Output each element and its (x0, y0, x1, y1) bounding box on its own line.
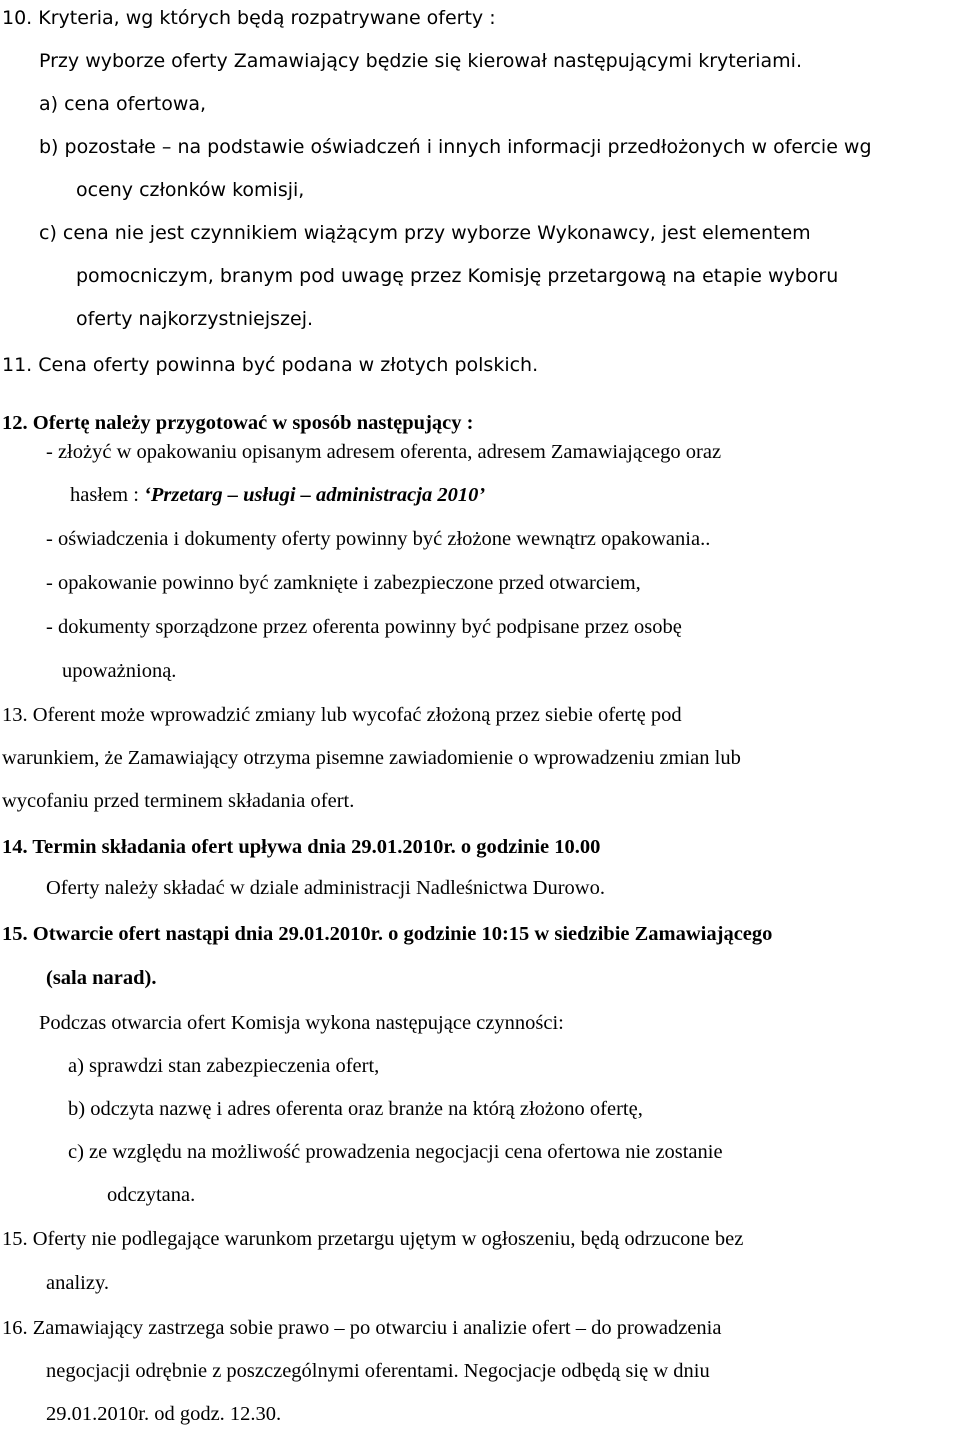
section-10-heading: 10. Kryteria, wg których będą rozpatrywane oferty : (2, 7, 496, 29)
section-12-line4: - opakowanie powinno być zamknięte i zabezpieczone przed otwarciem, (46, 572, 641, 594)
section-15-heading-line1: 15. Otwarcie ofert nastąpi dnia 29.01.2010r. o godzinie 10:15 w siedzibie Zamawiającego (2, 923, 773, 945)
section-12-password-line (70, 482, 485, 508)
section-14-text: Oferty należy składać w dziale administracji Nadleśnictwa Durowo. (46, 877, 605, 899)
password-prefix: hasłem : (70, 484, 145, 506)
section-11-text: 11. Cena oferty powinna być podana w złotych polskich. (2, 354, 539, 376)
section-12-heading: 12. Ofertę należy przygotować w sposób następujący : (2, 412, 474, 434)
criterion-c-line3: oferty najkorzystniejszej. (76, 308, 314, 330)
section-12-line5: - dokumenty sporządzone przez oferenta powinny być podpisane przez osobę (46, 616, 682, 638)
section-12-line3: - oświadczenia i dokumenty oferty powinny być złożone wewnątrz opakowania.. (46, 528, 711, 550)
criterion-c-line2: pomocniczym, branym pod uwagę przez Komisję przetargową na etapie wyboru (76, 265, 839, 287)
section-10-intro: Przy wyborze oferty Zamawiający będzie się kierował następującymi kryteriami. (39, 50, 802, 72)
section-16-line1: 16. Zamawiający zastrzega sobie prawo – po otwarciu i analizie ofert – do prowadzenia (2, 1317, 722, 1339)
section-12-line6: upoważnioną. (62, 660, 177, 682)
criterion-a: a) cena ofertowa, (39, 93, 207, 115)
section-15b-line1: 15. Oferty nie podlegające warunkom przetargu ujętym w ogłoszeniu, będą odrzucone bez (2, 1228, 744, 1250)
section-16-line3: 29.01.2010r. od godz. 12.30. (46, 1403, 282, 1425)
criterion-c-line1: c) cena nie jest czynnikiem wiążącym przy wyborze Wykonawcy, jest elementem (39, 222, 811, 244)
section-14-heading: 14. Termin składania ofert upływa dnia 29.01.2010r. o godzinie 10.00 (2, 836, 601, 858)
section-12-line1: - złożyć w opakowaniu opisanym adresem oferenta, adresem Zamawiającego oraz (46, 441, 722, 463)
criterion-b-line2: oceny członków komisji, (76, 179, 305, 201)
criterion-b-line1: b) pozostałe – na podstawie oświadczeń i innych informacji przedłożonych w ofercie wg (39, 136, 872, 158)
section-13-line3: wycofaniu przed terminem składania ofert. (2, 790, 355, 812)
section-15b-line2: analizy. (46, 1272, 109, 1294)
section-16-line2: negocjacji odrębnie z poszczególnymi oferentami. Negocjacje odbędą się w dniu (46, 1360, 710, 1382)
section-15-heading-line2: (sala narad). (46, 967, 157, 989)
opening-step-a: a) sprawdzi stan zabezpieczenia ofert, (68, 1055, 380, 1077)
opening-step-b: b) odczyta nazwę i adres oferenta oraz branże na którą złożono ofertę, (68, 1098, 643, 1120)
opening-step-c-line1: c) ze względu na możliwość prowadzenia negocjacji cena ofertowa nie zostanie (68, 1141, 723, 1163)
section-13-line1: 13. Oferent może wprowadzić zmiany lub wycofać złożoną przez siebie ofertę pod (2, 704, 682, 726)
section-15-intro: Podczas otwarcia ofert Komisja wykona następujące czynności: (39, 1012, 564, 1034)
opening-step-c-line2: odczytana. (107, 1184, 196, 1206)
password-value: ‘Przetarg – usługi – administracja 2010’ (144, 484, 486, 506)
section-13-line2: warunkiem, że Zamawiający otrzyma pisemne zawiadomienie o wprowadzeniu zmian lub (2, 747, 741, 769)
